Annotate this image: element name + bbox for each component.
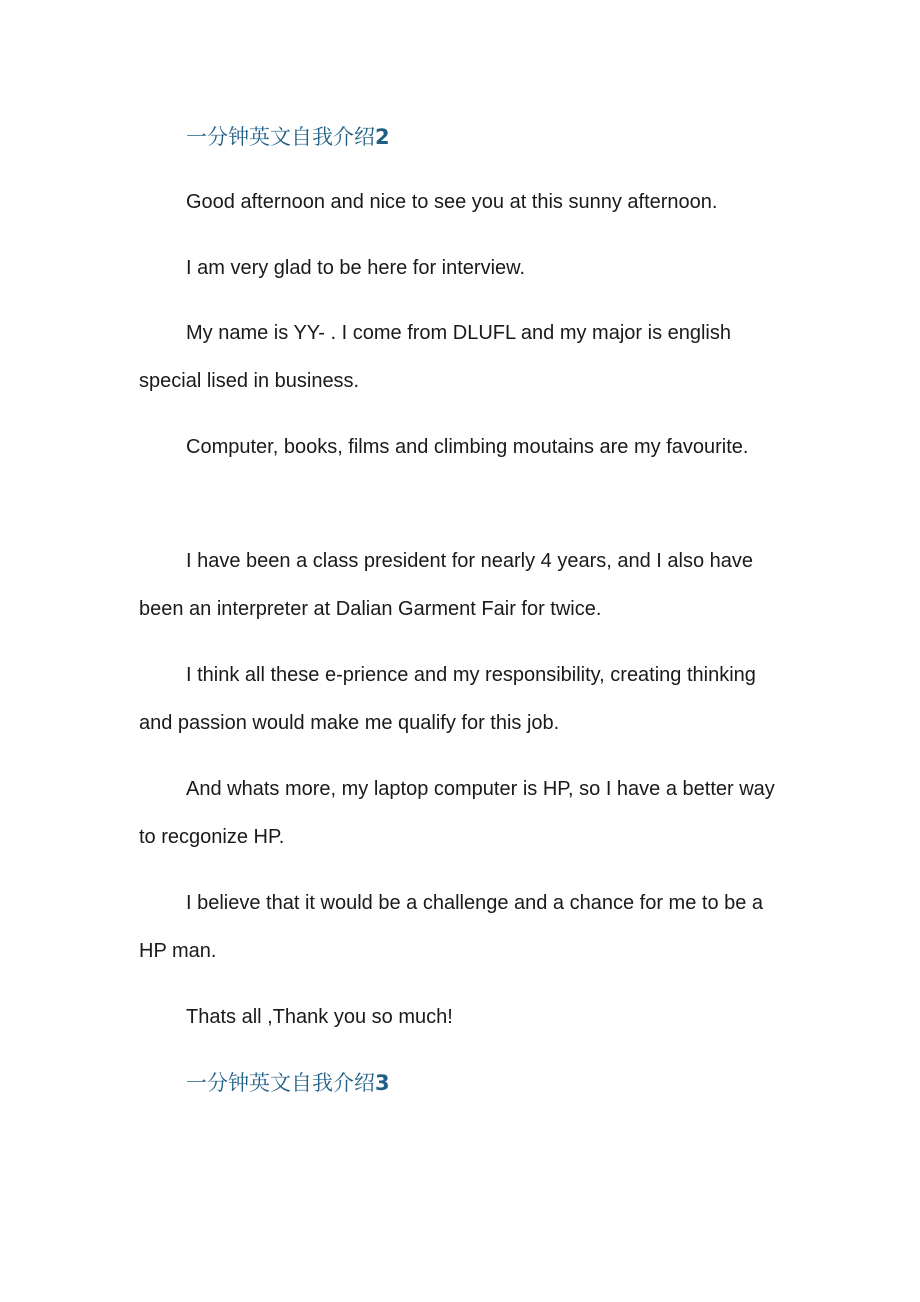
heading-number: 3 bbox=[375, 1071, 390, 1095]
paragraph-greeting: Good afternoon and nice to see you at this sunny afternoon. bbox=[186, 191, 718, 213]
section-heading-3 bbox=[186, 1068, 390, 1098]
paragraph-hobbies: Computer, books, films and climbing moutains are my favourite. bbox=[186, 436, 749, 458]
heading-text: 一分钟英文自我介绍 bbox=[186, 1071, 375, 1095]
paragraph-challenge: I believe that it would be a challenge and a chance for me to be a HP man. bbox=[139, 892, 764, 962]
paragraph-laptop: And whats more, my laptop computer is HP, so I have a better way to recgonize HP. bbox=[139, 778, 775, 848]
section-heading-2 bbox=[186, 122, 390, 152]
paragraph-glad: I am very glad to be here for interview. bbox=[186, 257, 526, 279]
paragraph-thanks: Thats all ,Thank you so much! bbox=[186, 1006, 453, 1028]
paragraph-qualities: I think all these e-prience and my responsibility, creating thinking and passion would make me qualify for this job. bbox=[139, 664, 756, 734]
heading-number: 2 bbox=[375, 125, 390, 149]
paragraph-experience: I have been a class president for nearly 4 years, and I also have been an interpreter at Dalian Garment Fair for twice. bbox=[139, 550, 754, 620]
paragraph-name: My name is YY- . I come from DLUFL and my major is english special lised in business. bbox=[139, 322, 731, 392]
heading-text: 一分钟英文自我介绍 bbox=[186, 125, 375, 149]
